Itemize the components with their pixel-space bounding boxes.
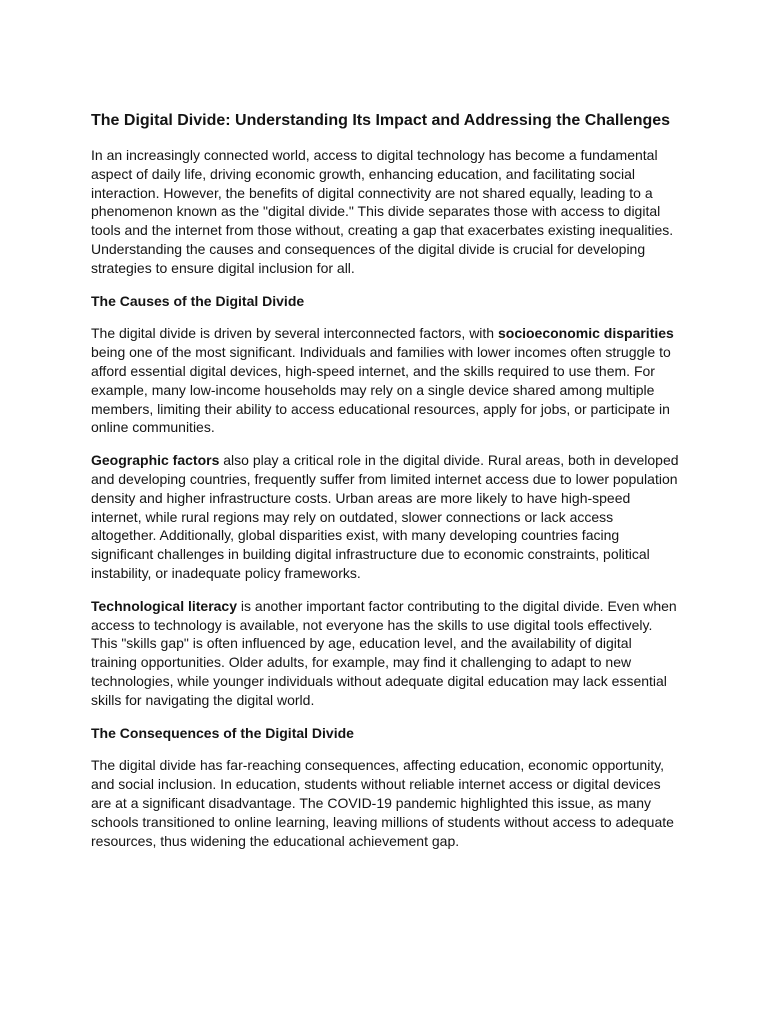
bold-term-geographic: Geographic factors <box>91 452 220 469</box>
paragraph-text: being one of the most significant. Individuals and families with lower incomes often struggle to afford essential digital devices, high-speed internet, and the skills required to use them. For example, many low-income households may rely on a single device shared among multiple members, limiting their ability to access educational resources, apply for jobs, or participate in online communities. <box>91 344 671 436</box>
paragraph-geographic <box>91 451 681 583</box>
paragraph-socioeconomic <box>91 324 681 437</box>
document-page <box>91 109 681 864</box>
document-title: The Digital Divide: Understanding Its Impact and Addressing the Challenges <box>91 112 671 129</box>
section-heading-causes: The Causes of the Digital Divide <box>91 292 305 309</box>
bold-term-literacy: Technological literacy <box>91 597 238 614</box>
intro-paragraph: In an increasingly connected world, access to digital technology has become a fundamental aspect of daily life, driving economic growth, enhancing education, and facilitating social interaction. However, the benefits of digital connectivity are not shared equally, leading to a phenomenon known as the "digital divide." This divide separates those with access to digital tools and the internet from those without, creating a gap that exacerbates existing inequalities. Understanding the causes and consequences of the digital divide is crucial for developing strategies to ensure digital inclusion for all. <box>91 147 674 276</box>
paragraph-text: The digital divide has far-reaching consequences, affecting education, economic opportunity, and social inclusion. In education, students without reliable internet access or digital devices are at a significant disadvantage. The COVID-19 pandemic highlighted this issue, as many schools transitioned to online learning, leaving millions of students without access to adequate resources, thus widening the educational achievement gap. <box>91 757 674 849</box>
bold-term-socioeconomic: socioeconomic disparities <box>497 325 674 342</box>
paragraph-text: also play a critical role in the digital divide. Rural areas, both in developed and developing countries, frequently suffer from limited internet access due to lower population density and higher infrastructure costs. Urban areas are more likely to have high-speed internet, while rural regions may rely on outdated, slower connections or lack access altogether. Additionally, global disparities exist, with many developing countries facing significant challenges in building digital infrastructure due to economic constraints, political instability, or inadequate policy frameworks. <box>91 452 679 581</box>
paragraph-text: is another important factor contributing to the digital divide. Even when access to technology is available, not everyone has the skills to use digital tools effectively. This "skills gap" is often influenced by age, education level, and the availability of digital training opportunities. Older adults, for example, may find it challenging to adapt to new technologies, while younger individuals without adequate digital education may lack essential skills for navigating the digital world. <box>91 597 677 708</box>
section-heading-consequences: The Consequences of the Digital Divide <box>91 724 354 741</box>
paragraph-literacy <box>91 597 681 710</box>
paragraph-text: The digital divide is driven by several interconnected factors, with <box>91 325 498 342</box>
paragraph-consequences <box>91 756 681 850</box>
